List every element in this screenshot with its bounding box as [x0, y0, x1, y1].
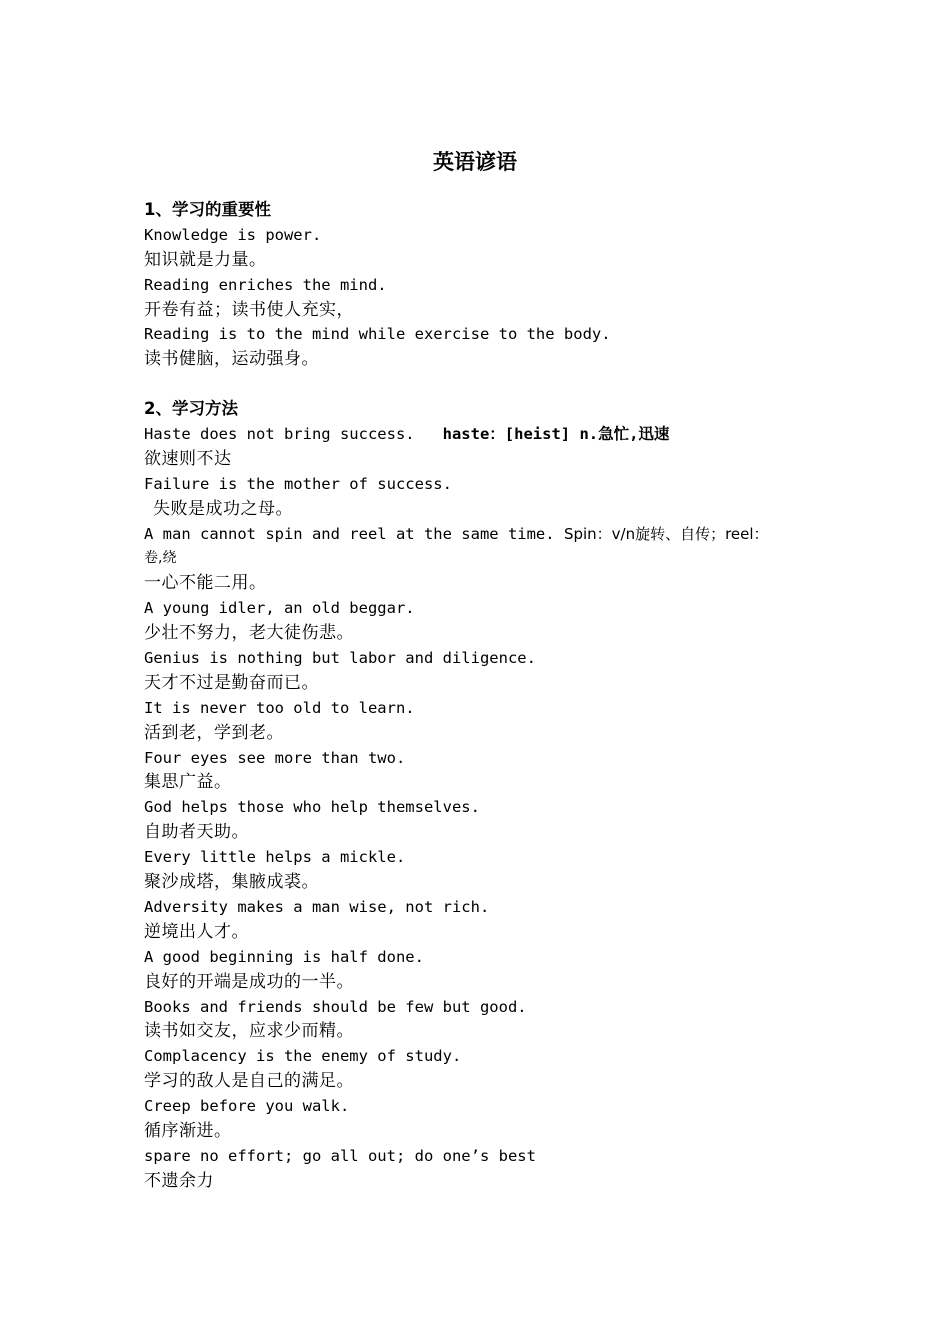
proverb-cn: 开卷有益；读书使人充实， — [144, 299, 354, 320]
proverb-en: Adversity makes a man wise, not rich. — [144, 897, 490, 916]
proverb-en: Genius is nothing but labor and diligence. — [144, 649, 536, 668]
proverb-en: Complacency is the enemy of study. — [144, 1047, 462, 1066]
vocab-note-continuation: 卷,绕 — [144, 550, 177, 567]
proverb-en: A good beginning is half done. — [144, 947, 424, 966]
proverb-cn: 一心不能二用。 — [144, 573, 267, 594]
proverb-en: It is never too old to learn. — [144, 698, 415, 717]
proverb-cn: 循序渐进。 — [144, 1120, 232, 1141]
proverb-en: Reading enriches the mind. — [144, 275, 387, 294]
proverb-cn: 欲速则不达 — [144, 448, 232, 469]
proverb-en: Four eyes see more than two. — [144, 748, 406, 767]
proverb-en: Knowledge is power. — [144, 225, 322, 244]
proverb-cn: 聚沙成塔，集腋成裘。 — [144, 872, 319, 893]
proverb-en: Haste does not bring success. — [144, 425, 415, 444]
proverb-en: Creep before you walk. — [144, 1097, 350, 1116]
proverb-cn: 自助者天助。 — [144, 822, 249, 843]
section-heading-importance: 1、学习的重要性 — [144, 200, 271, 219]
proverb-en: Every little helps a mickle. — [144, 848, 406, 867]
proverb-cn: 良好的开端是成功的一半。 — [144, 971, 354, 992]
proverb-en: Reading is to the mind while exercise to the body. — [144, 325, 611, 344]
proverb-en: Books and friends should be few but good. — [144, 997, 527, 1016]
section-spacer — [144, 372, 824, 397]
proverb-en: spare no effort; go all out; do one’s best — [144, 1146, 536, 1165]
section-heading-methods: 2、学习方法 — [144, 399, 238, 419]
proverb-cn: 天才不过是勤奋而已。 — [144, 672, 319, 693]
document-title: 英语谚语 — [433, 149, 517, 174]
proverb-cn: 不遗余力 — [144, 1170, 214, 1191]
proverb-cn: 读书健脑，运动强身。 — [144, 349, 319, 370]
vocab-note: haste：[heist] n.急忙,迅速 — [442, 425, 670, 444]
proverb-cn: 逆境出人才。 — [144, 921, 249, 942]
proverb-cn: 学习的敌人是自己的满足。 — [144, 1071, 354, 1092]
vocab-note: Spin：v/n旋转、自传；reel： — [563, 524, 769, 543]
proverb-cn: 读书如交友，应求少而精。 — [144, 1021, 354, 1042]
proverb-cn: 活到老，学到老。 — [144, 722, 284, 743]
proverb-en: Failure is the mother of success. — [144, 474, 452, 493]
proverb-cn: 集思广益。 — [144, 772, 232, 793]
proverb-cn: 知识就是力量。 — [144, 249, 267, 270]
proverb-en-with-note — [144, 422, 824, 447]
document-body — [144, 198, 824, 1194]
proverb-cn: 少壮不努力，老大徒伤悲。 — [144, 623, 354, 644]
proverb-en: A young idler, an old beggar. — [144, 599, 415, 618]
proverb-en-with-note — [144, 522, 824, 547]
proverb-en: A man cannot spin and reel at the same time. — [144, 524, 564, 543]
proverb-cn: 失败是成功之母。 — [153, 498, 293, 519]
proverb-en: God helps those who help themselves. — [144, 798, 480, 817]
